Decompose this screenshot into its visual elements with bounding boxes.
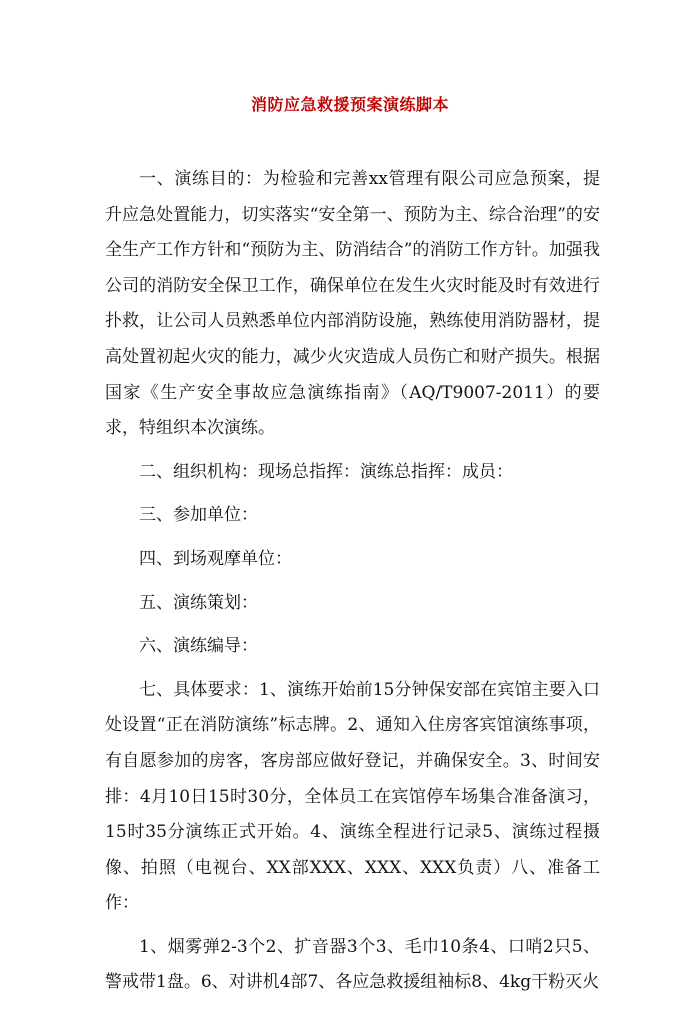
paragraph-purpose: 一、演练目的：为检验和完善xx管理有限公司应急预案，提升应急处置能力，切实落实“安全第一、预防为主、综合治理”的安全生产工作方针和“预防为主、防消结合”的消防工作方针。加强我公司的消防安全保卫工作，确保单位在发生火灾时能及时有效进行扑救，让公司人员熟悉单位内部消防设施，熟练使用消防器材，提高处置初起火灾的能力，减少火灾造成人员伤亡和财产损失。根据国家《生产安全事故应急演练指南》（AQ/T9007-2011）的要求，特组织本次演练。 (105, 169, 600, 439)
paragraph-director: 六、演练编导： (139, 636, 258, 657)
document-body (105, 162, 600, 1009)
paragraph-requirements: 七、具体要求：1、演练开始前15分钟保安部在宾馆主要入口处设置“正在消防演练”标志牌。2、通知入住房客宾馆演练事项，有自愿参加的房客，客房部应做好登记，并确保安全。3、时间安排：4月10日15时30分，全体员工在宾馆停车场集合准备演习，15时35分演练正式开始。4、演练全程进行记录5、演练过程摄像、拍照（电视台、XX部XXX、XXX、XXX负责）八、准备工作： (105, 679, 600, 914)
paragraph-observers: 四、到场观摩单位： (139, 548, 292, 569)
paragraph-planning: 五、演练策划： (139, 592, 258, 613)
paragraph-participants: 三、参加单位： (139, 505, 258, 526)
document-title: 消防应急救援预案演练脚本 (250, 95, 449, 114)
paragraph-organization: 二、组织机构：现场总指挥：演练总指挥：成员： (139, 461, 513, 482)
paragraph-equipment: 1、烟雾弹2-3个2、扩音器3个3、毛巾10条4、口哨2只5、警戒带1盘。6、对讲机4部7、各应急救援组袖标8、4kg干粉灭火 (105, 936, 600, 993)
